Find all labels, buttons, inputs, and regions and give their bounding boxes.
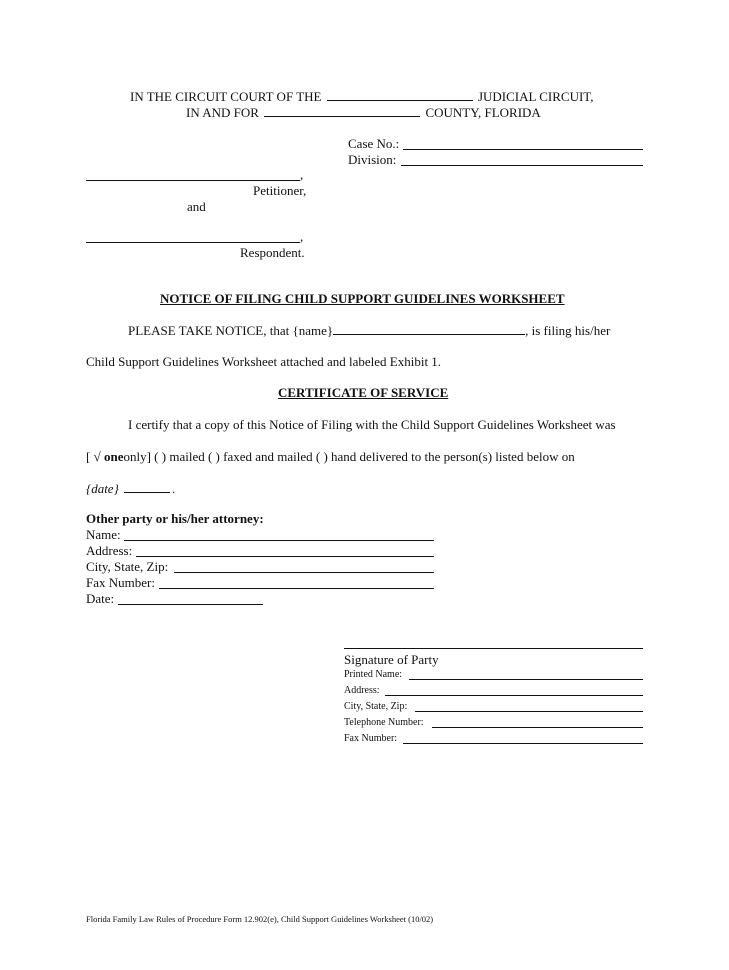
notice-line-1 (128, 324, 610, 339)
caption-county-label: COUNTY, FLORIDA (425, 105, 541, 120)
petitioner-comma: , (300, 167, 304, 182)
division-field[interactable] (401, 165, 643, 166)
date-field[interactable] (124, 491, 170, 493)
check-open-bracket: [ (86, 449, 91, 464)
footer-text: Florida Family Law Rules of Procedure Form 12.902(e), Child Support Guidelines Worksheet (10/02) (86, 914, 434, 924)
caption-in-and-for-label: IN AND FOR (186, 105, 259, 120)
other-address-field[interactable] (136, 556, 434, 557)
certificate-title: CERTIFICATE OF SERVICE (278, 385, 449, 400)
certificate-line-1: I certify that a copy of this Notice of Filing with the Child Support Guidelines Worksheet was (128, 417, 616, 432)
other-date-field[interactable] (118, 604, 263, 605)
sig-telephone-field[interactable] (432, 727, 643, 728)
date-period: . (172, 481, 176, 496)
county-blank (264, 115, 420, 117)
other-city-label: City, State, Zip: (86, 559, 169, 574)
sig-printed-name-field[interactable] (409, 679, 643, 680)
name-field[interactable] (333, 333, 525, 335)
sig-city-field[interactable] (415, 711, 643, 712)
certificate-line-2 (86, 450, 575, 465)
respondent-comma: , (300, 229, 304, 244)
respondent-name-field[interactable] (86, 242, 300, 243)
sig-printed-name-label: Printed Name: (344, 669, 403, 680)
other-city-field[interactable] (174, 572, 434, 573)
other-name-field[interactable] (124, 540, 434, 541)
notice-prefix: PLEASE TAKE NOTICE, that {name} (128, 323, 334, 338)
other-fax-label: Fax Number: (86, 575, 155, 590)
date-label: {date} (86, 481, 119, 496)
sig-address-label: Address: (344, 685, 380, 696)
notice-suffix: , is filing his/her (525, 323, 611, 338)
respondent-label: Respondent. (240, 245, 305, 260)
other-party-heading: Other party or his/her attorney: (86, 511, 264, 526)
division-label: Division: (348, 152, 397, 167)
case-no-label: Case No.: (348, 136, 400, 151)
other-name-label: Name: (86, 527, 121, 542)
sig-fax-label: Fax Number: (344, 733, 398, 744)
notice-line-2: Child Support Guidelines Worksheet attached and labeled Exhibit 1. (86, 354, 442, 369)
sig-telephone-label: Telephone Number: (344, 717, 424, 728)
check-mark-one: √ one (93, 449, 124, 464)
sig-address-field[interactable] (385, 695, 643, 696)
signature-title: Signature of Party (344, 652, 439, 667)
judicial-circuit-blank (327, 99, 473, 101)
caption-line-2 (186, 106, 541, 121)
sig-fax-field[interactable] (403, 743, 643, 744)
notice-title: NOTICE OF FILING CHILD SUPPORT GUIDELINES WORKSHEET (160, 291, 565, 306)
and-label: and (187, 199, 206, 214)
sig-city-label: City, State, Zip: (344, 701, 408, 712)
certificate-line-3 (86, 482, 175, 497)
caption-line-1 (130, 90, 594, 105)
other-fax-field[interactable] (159, 588, 434, 589)
service-method-options[interactable]: only] ( ) mailed ( ) faxed and mailed ( ) hand delivered to the person(s) listed below on (123, 449, 575, 464)
case-no-field[interactable] (403, 149, 643, 150)
caption-circuit-label: JUDICIAL CIRCUIT, (477, 89, 594, 104)
petitioner-label: Petitioner, (253, 183, 307, 198)
signature-line[interactable] (344, 648, 643, 649)
caption-court-label: IN THE CIRCUIT COURT OF THE (130, 89, 322, 104)
other-address-label: Address: (86, 543, 133, 558)
petitioner-name-field[interactable] (86, 180, 300, 181)
other-date-label: Date: (86, 591, 115, 606)
